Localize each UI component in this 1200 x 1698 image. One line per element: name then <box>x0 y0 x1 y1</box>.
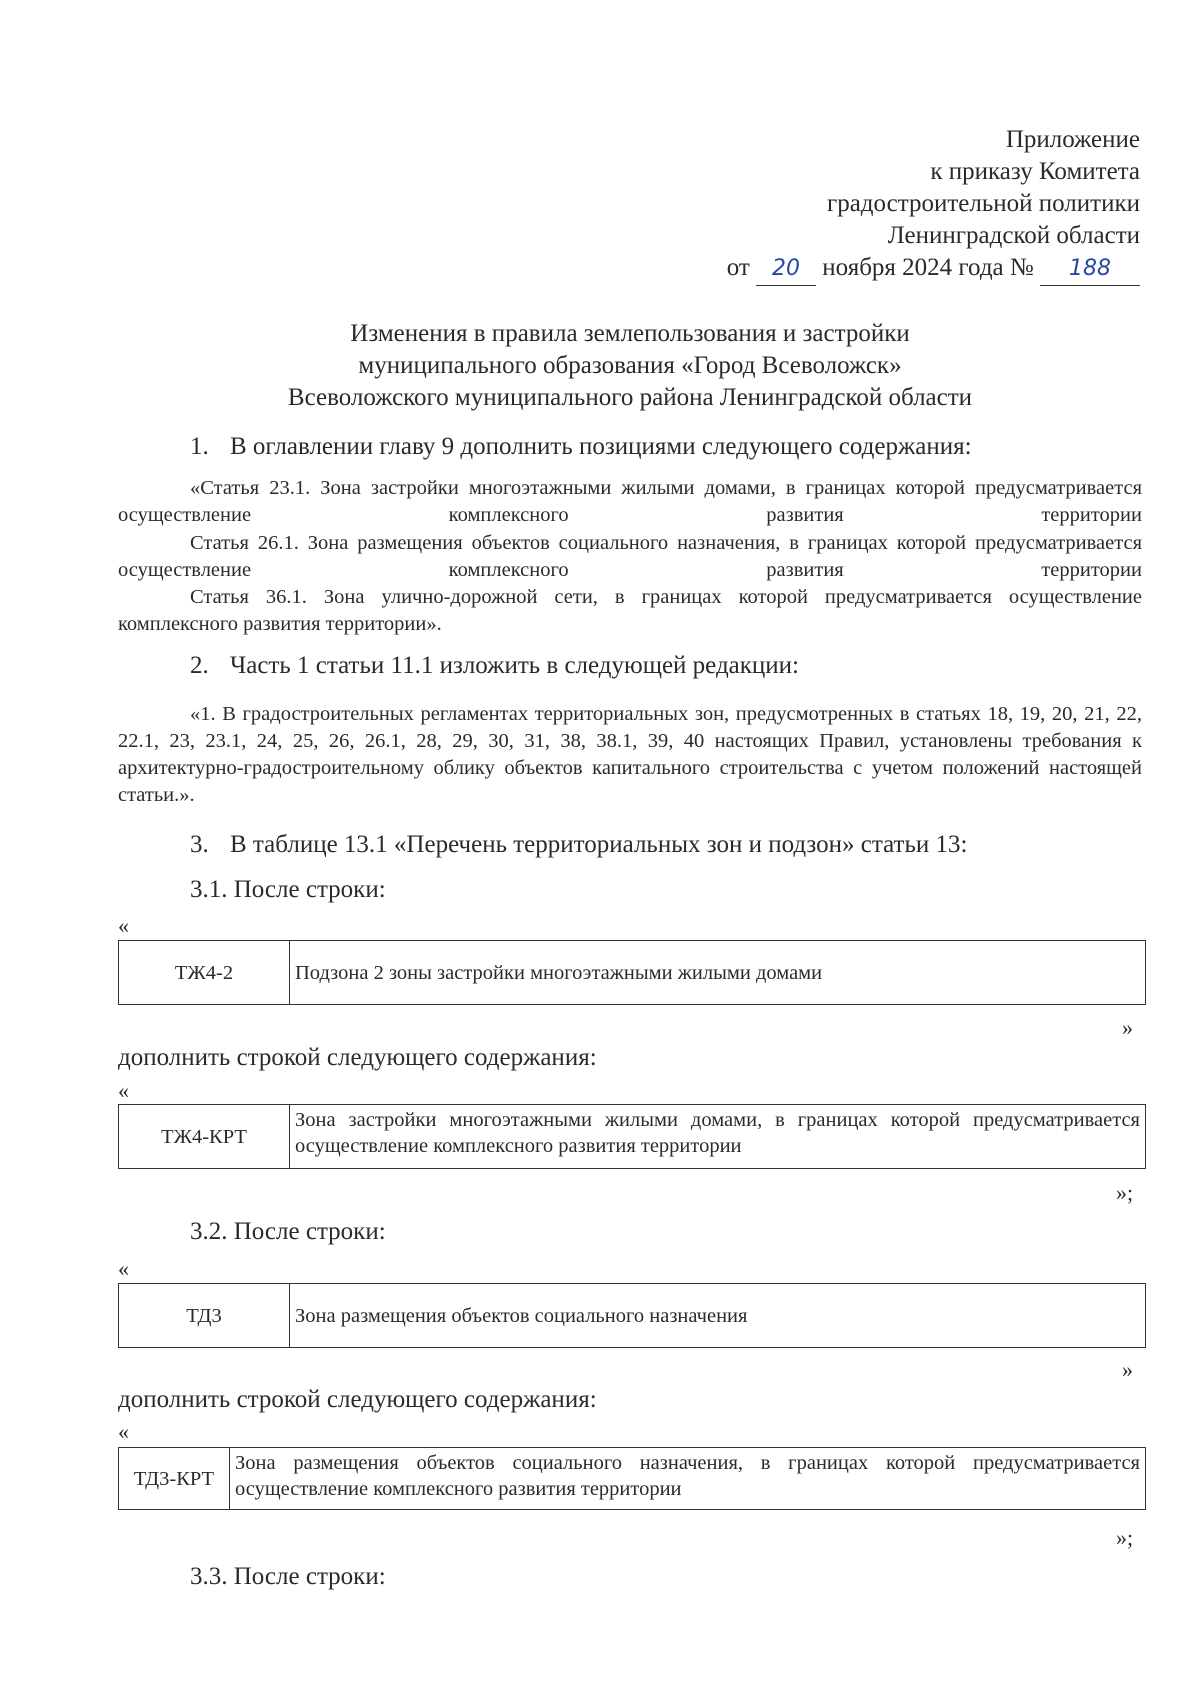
subitem-3-2-heading: 3.2. После строки: <box>190 1218 386 1245</box>
item-3-number: 3. <box>190 831 209 858</box>
date-middle: ноября 2024 года № <box>822 254 1034 281</box>
zone-description: Зона застройки многоэтажными жилыми домами, в границах которой предусматривается осуществление комплексного развития территории <box>290 1105 1146 1169</box>
close-quote: »; <box>1116 1525 1134 1550</box>
appendix-line-4: Ленинградской области <box>887 222 1140 249</box>
order-number-handwritten: 188 <box>1040 253 1140 286</box>
item-1-paragraph-3: Статья 36.1. Зона улично-дорожной сети, в границах которой предусматривается осуществление комплексного развития территории». <box>118 586 1142 635</box>
order-date-line <box>727 252 1140 286</box>
zone-code: ТЖ4-2 <box>119 941 290 1005</box>
zone-description: Зона размещения объектов социального назначения <box>290 1284 1146 1348</box>
item-2-heading <box>190 651 799 681</box>
date-prefix: от <box>726 254 750 281</box>
open-quote: « <box>118 1419 129 1444</box>
zone-table <box>118 1447 1146 1510</box>
open-quote: « <box>118 1256 129 1281</box>
item-1-number: 1. <box>190 433 209 460</box>
item-3-heading-text: В таблице 13.1 «Перечень территориальных зон и подзон» статьи 13: <box>230 831 968 858</box>
table-row <box>119 941 1146 1005</box>
item-1-heading-text: В оглавлении главу 9 дополнить позициями следующего содержания: <box>230 433 972 460</box>
appendix-line-1: Приложение <box>1005 126 1140 153</box>
zone-description: Зона размещения объектов социального назначения, в границах которой предусматривается осуществление комплексного развития территории <box>230 1448 1146 1510</box>
table-row <box>119 1105 1146 1169</box>
table-row <box>119 1448 1146 1510</box>
add-row-text: дополнить строкой следующего содержания: <box>118 1044 597 1071</box>
title-line-2: муниципального образования «Город Всеволожск» <box>358 352 902 379</box>
appendix-line-3: градостроительной политики <box>826 190 1140 217</box>
order-day-handwritten: 20 <box>756 253 816 286</box>
appendix-header <box>727 124 1140 286</box>
title-line-3: Всеволожского муниципального района Ленинградской области <box>287 384 973 411</box>
table-row <box>119 1284 1146 1348</box>
open-quote: « <box>118 1078 129 1103</box>
zone-description: Подзона 2 зоны застройки многоэтажными жилыми домами <box>290 941 1146 1005</box>
subitem-3-1-heading: 3.1. После строки: <box>190 876 386 903</box>
zone-table <box>118 940 1146 1005</box>
open-quote: « <box>118 913 129 938</box>
subitem-3-3-heading: 3.3. После строки: <box>190 1563 386 1590</box>
close-quote: »; <box>1116 1180 1134 1205</box>
item-1-paragraph-1: «Статья 23.1. Зона застройки многоэтажными жилыми домами, в границах которой предусматривается осуществление комплексного развития территории <box>118 477 1142 526</box>
appendix-line-2: к приказу Комитета <box>930 158 1140 185</box>
item-2-heading-text: Часть 1 статьи 11.1 изложить в следующей редакции: <box>230 652 799 679</box>
item-2-number: 2. <box>190 652 209 679</box>
zone-table <box>118 1283 1146 1348</box>
close-quote: » <box>1122 1015 1133 1040</box>
zone-code: ТЖ4-КРТ <box>119 1105 290 1169</box>
close-quote: » <box>1122 1357 1133 1382</box>
item-2-paragraph: «1. В градостроительных регламентах территориальных зон, предусмотренных в статьях 18, 19, 20, 21, 22, 22.1, 23, 23.1, 24, 25, 26, 26.1, 28, 29, 30, 31, 38, 38.1, 39, 40 настоящих Правил, установлены требования к архитектурно-градостроительному облику объектов капитального строительства с учетом положений настоящей статьи.». <box>118 703 1142 806</box>
document-title <box>120 318 1140 414</box>
item-1-paragraph-2: Статья 26.1. Зона размещения объектов социального назначения, в границах которой предусматривается осуществление комплексного развития территории <box>118 532 1142 581</box>
zone-table <box>118 1104 1146 1169</box>
zone-code: ТД3-КРТ <box>119 1448 230 1510</box>
zone-code: ТД3 <box>119 1284 290 1348</box>
item-1-heading <box>190 432 972 462</box>
title-line-1: Изменения в правила землепользования и застройки <box>350 320 910 347</box>
item-3-heading <box>190 830 967 860</box>
add-row-text: дополнить строкой следующего содержания: <box>118 1386 597 1413</box>
